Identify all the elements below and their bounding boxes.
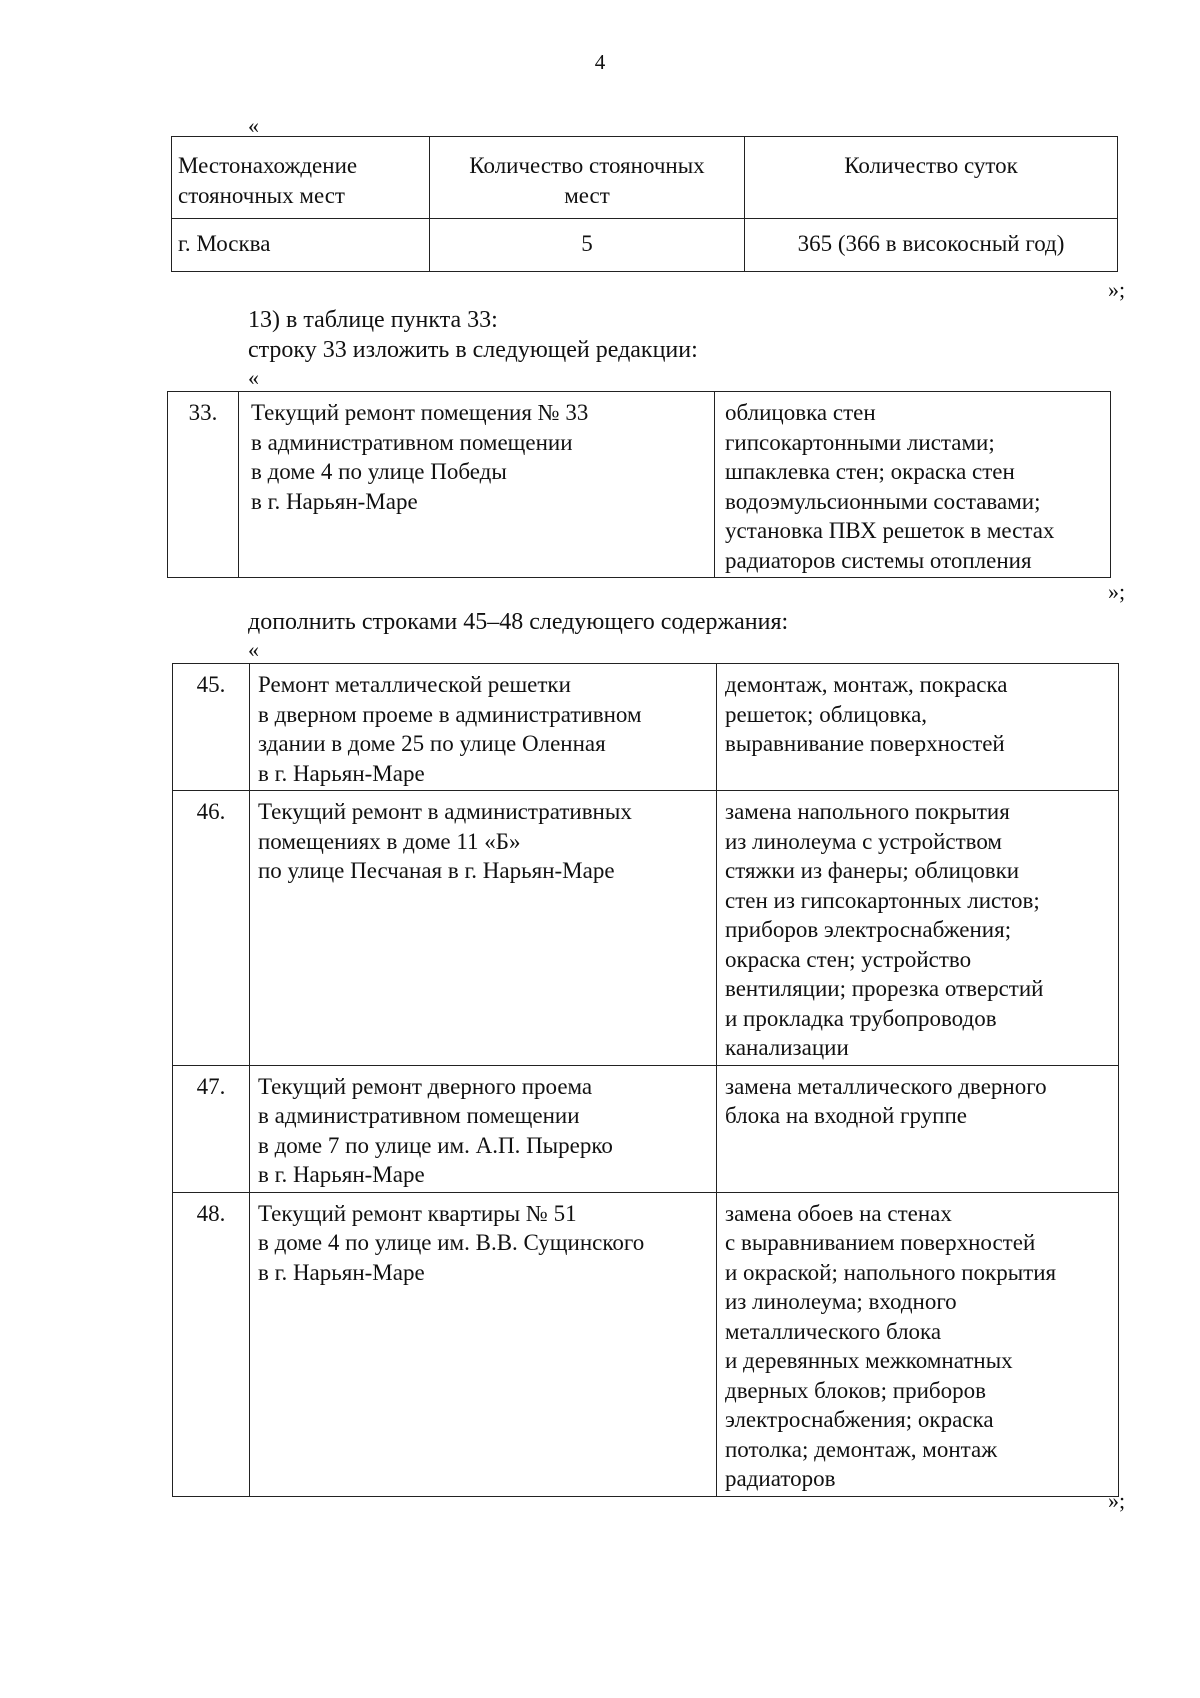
item-13-paragraph [248,305,698,365]
header-count [430,137,745,219]
text-line: и окраской; напольного покрытия [725,1259,1057,1285]
text-line: радиаторов системы отопления [725,547,1032,573]
text-line: металлического блока [725,1318,942,1344]
text-line: и прокладка трубопроводов [725,1005,997,1031]
text-line: стяжки из фанеры; облицовки [725,858,1020,883]
text-line: по улице Песчаная в г. Нарьян-Маре [258,858,615,883]
text-line: в г. Нарьян-Маре [258,1259,425,1285]
text-line: помещениях в доме 11 «Б» [258,828,521,854]
text-line: Текущий ремонт в административных [258,799,632,824]
text-line: водоэмульсионными составами; [725,488,1041,514]
text-line: здании в доме 25 по улице Оленная [258,731,606,756]
text-line: в доме 7 по улице им. А.П. Пырерко [258,1132,613,1158]
text-line: в административном помещении [258,1103,580,1128]
row-number: 33. [168,392,239,578]
header-line: Количество стояночных [469,153,705,178]
row-works [717,1065,1119,1192]
text-line: в административном помещении [251,429,573,455]
row-number: 48. [173,1192,250,1496]
close-quote: »; [1108,277,1126,302]
text-line: электроснабжения; окраска [725,1407,994,1432]
paragraph-line: строку 33 изложить в следующей редакции: [248,337,698,363]
row-number: 47. [173,1065,250,1192]
table-row [172,219,1118,272]
table-row [173,1192,1119,1496]
row-name [250,791,717,1066]
text-line: блока на входной группе [725,1103,968,1128]
header-days [745,137,1118,219]
text-line: замена металлического дверного [725,1073,1047,1099]
text-line: выравнивание поверхностей [725,731,1005,756]
open-quote: « [248,113,259,138]
text-line: Текущий ремонт помещения № 33 [251,400,589,425]
table-header-row [172,137,1118,219]
table-row [168,392,1111,578]
text-line: из линолеума; входного [725,1289,957,1314]
text-line: гипсокартонными листами; [725,429,995,455]
text-line: замена напольного покрытия [725,799,1010,824]
table-row [173,664,1119,791]
rows-45-48-table [172,663,1119,1497]
cell-location: г. Москва [172,219,430,272]
text-line: дверных блоков; приборов [725,1377,986,1403]
text-line: Ремонт металлической решетки [258,672,571,697]
paragraph-line: 13) в таблице пункта 33: [248,307,498,333]
text-line: Текущий ремонт дверного проема [258,1073,593,1099]
cell-days: 365 (366 в високосный год) [745,219,1118,272]
cell-count: 5 [430,219,745,272]
row-number: 46. [173,791,250,1066]
text-line: стен из гипсокартонных листов; [725,887,1040,913]
row-works [717,791,1119,1066]
row-name [239,392,715,578]
text-line: окраска стен; устройство [725,946,972,972]
text-line: в г. Нарьян-Маре [258,1162,425,1187]
row-name [250,1192,717,1496]
header-line: мест [564,182,610,208]
text-line: с выравниванием поверхностей [725,1230,1036,1255]
text-line: канализации [725,1035,849,1060]
text-line: демонтаж, монтаж, покраска [725,672,1008,697]
close-quote: »; [1108,579,1126,604]
header-line: Количество суток [844,153,1018,178]
text-line: замена обоев на стенах [725,1200,952,1226]
open-quote: « [248,637,259,662]
row-works [717,664,1119,791]
close-quote: »; [1108,1488,1126,1513]
text-line: установка ПВХ решеток в местах [725,518,1055,543]
open-quote: « [248,365,259,390]
table-row [173,1065,1119,1192]
text-line: вентиляции; прорезка отверстий [725,976,1044,1001]
row-33-table [167,391,1111,578]
row-number: 45. [173,664,250,791]
header-line: стояночных мест [178,182,345,208]
row-works [717,1192,1119,1496]
row-works [715,392,1111,578]
text-line: из линолеума с устройством [725,828,1002,854]
text-line: в дверном проеме в административном [258,701,642,727]
text-line: радиаторов [725,1466,836,1491]
table-row [173,791,1119,1066]
parking-table [171,136,1118,272]
add-rows-paragraph: дополнить строками 45–48 следующего содержания: [248,609,789,635]
text-line: в доме 4 по улице им. В.В. Сущинского [258,1230,645,1255]
text-line: потолка; демонтаж, монтаж [725,1436,998,1462]
text-line: шпаклевка стен; окраска стен [725,459,1015,484]
text-line: решеток; облицовка, [725,701,928,727]
header-location [172,137,430,219]
text-line: в г. Нарьян-Маре [251,488,418,514]
row-name [250,664,717,791]
page-number: 4 [594,50,606,74]
text-line: Текущий ремонт квартиры № 51 [258,1200,577,1226]
text-line: приборов электроснабжения; [725,917,1012,942]
header-line: Местонахождение [178,153,358,178]
text-line: и деревянных межкомнатных [725,1348,1013,1373]
text-line: в доме 4 по улице Победы [251,459,507,484]
text-line: в г. Нарьян-Маре [258,760,425,786]
text-line: облицовка стен [725,400,876,425]
row-name [250,1065,717,1192]
